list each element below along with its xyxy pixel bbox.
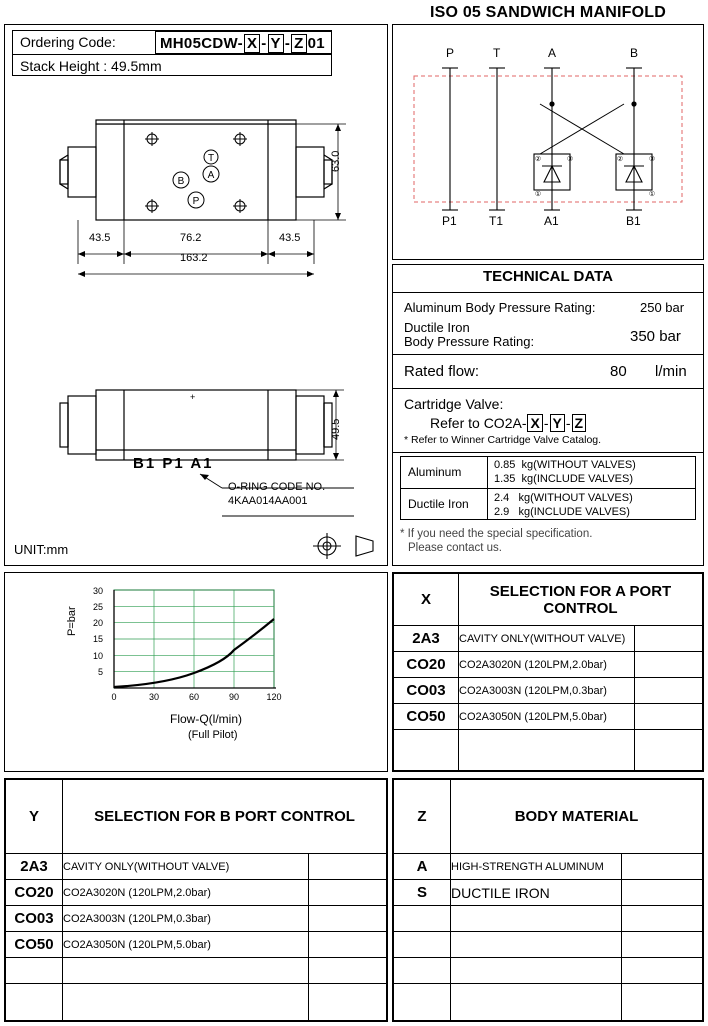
svg-text:A: A	[207, 170, 215, 181]
weight-al-v1: 0.85	[494, 459, 516, 471]
schematic-port-a1: A1	[544, 214, 559, 228]
y-row-code[interactable]	[6, 984, 63, 1021]
z-selection-table	[392, 778, 704, 1022]
divider	[392, 292, 704, 293]
page-title: ISO 05 SANDWICH MANIFOLD	[430, 4, 666, 21]
chart-y-axis-label: P=bar	[66, 606, 78, 636]
port-label-a1: A1	[190, 455, 214, 472]
z-row-desc	[451, 958, 622, 984]
cartridge-var-x: X	[527, 414, 542, 432]
svg-text:25: 25	[92, 602, 103, 612]
schematic-port-b1: B1	[626, 214, 641, 228]
ordering-code-suffix: 01	[307, 35, 325, 52]
ordering-var-x: X	[244, 34, 260, 53]
ordering-code-label: Ordering Code:	[20, 34, 116, 50]
stack-height-label: Stack Height : 49.5mm	[20, 58, 162, 74]
hydraulic-schematic	[392, 24, 704, 260]
ordering-var-z: Z	[291, 34, 306, 53]
svg-text:B: B	[177, 176, 185, 187]
divider	[392, 452, 704, 453]
cartridge-note: * Refer to Winner Cartridge Valve Catalog.	[404, 434, 602, 446]
y-header-title: SELECTION FOR B PORT CONTROL	[63, 780, 387, 854]
port-labels-front	[133, 455, 214, 472]
svg-text:+: +	[190, 392, 196, 402]
port-label-b1: B1	[133, 455, 157, 472]
z-row-extra	[622, 880, 703, 906]
divider	[392, 388, 704, 389]
z-header-code: Z	[394, 780, 451, 854]
z-row-desc: HIGH-STRENGTH ALUMINUM	[451, 854, 622, 880]
schematic-port-p: P	[446, 46, 455, 60]
y-row-code[interactable]: 2A3	[6, 854, 63, 880]
z-row-code[interactable]	[394, 958, 451, 984]
z-row-code[interactable]	[394, 932, 451, 958]
port-label-p1: P1	[162, 455, 185, 472]
divider	[392, 354, 704, 355]
rated-flow-value: 80	[610, 363, 627, 380]
weight-ductile-without	[494, 492, 633, 504]
svg-text:T: T	[207, 153, 215, 164]
aluminum-pressure-value: 250 bar	[640, 300, 685, 315]
schematic-port-b: B	[630, 46, 639, 60]
divider	[487, 456, 488, 520]
svg-text:②: ②	[534, 156, 542, 163]
svg-text:15: 15	[92, 634, 103, 644]
x-row-code[interactable]: CO03	[394, 678, 459, 704]
dim-height-top: 63.0	[330, 150, 342, 172]
aluminum-pressure-label: Aluminum Body Pressure Rating:	[404, 300, 596, 315]
x-row-extra	[635, 652, 703, 678]
y-row-extra	[309, 854, 387, 880]
x-row-extra	[635, 678, 703, 704]
svg-text:20: 20	[92, 618, 103, 628]
cartridge-valve-label: Cartridge Valve:	[404, 396, 504, 412]
weight-material-aluminum: Aluminum	[408, 465, 462, 479]
weight-aluminum-include	[494, 473, 633, 485]
dim-right: 43.5	[279, 232, 301, 244]
x-row-code[interactable]: CO20	[394, 652, 459, 678]
z-row-extra	[622, 958, 703, 984]
svg-text:③: ③	[648, 156, 656, 163]
tech-footnote-1: * If you need the special specification.	[400, 528, 593, 540]
chart-x-axis-label: Flow-Q(l/min)	[170, 712, 242, 726]
svg-text:90: 90	[228, 692, 240, 702]
cartridge-valve-code: Refer to CO2A- X - Y - Z	[430, 414, 587, 432]
y-selection-table	[4, 778, 388, 1022]
y-row-desc	[63, 984, 309, 1021]
weight-material-ductile: Ductile Iron	[408, 497, 469, 511]
ordering-dash-2: -	[284, 35, 291, 52]
oring-note-line2: 4KAA014AA001	[228, 495, 308, 507]
z-header-title: BODY MATERIAL	[451, 780, 703, 854]
z-row-extra	[622, 906, 703, 932]
z-row-code[interactable]	[394, 984, 451, 1021]
x-selection-table	[392, 572, 704, 772]
y-row-extra	[309, 958, 387, 984]
chart-x-axis-sublabel: (Full Pilot)	[188, 729, 238, 741]
y-row-desc: CO2A3003N (120LPM,0.3bar)	[63, 906, 309, 932]
schematic-port-t1: T1	[489, 214, 504, 228]
schematic-port-a: A	[548, 46, 557, 60]
svg-text:③: ③	[566, 156, 574, 163]
dim-left: 43.5	[89, 232, 111, 244]
x-header-title: SELECTION FOR A PORT CONTROL	[459, 574, 703, 626]
weight-di-u2: kg(INCLUDE VALVES)	[518, 506, 630, 518]
x-row-desc: CO2A3050N (120LPM,5.0bar)	[459, 704, 635, 730]
projection-symbol-icon	[310, 530, 380, 562]
svg-text:60: 60	[188, 692, 200, 702]
weight-aluminum-without	[494, 459, 636, 471]
ductile-iron-label-a: Ductile Iron	[404, 320, 470, 335]
weight-al-v2: 1.35	[494, 473, 516, 485]
weight-al-u1: kg(WITHOUT VALVES)	[521, 459, 636, 471]
ordering-code-prefix: MH05CDW-	[160, 35, 243, 52]
rated-flow-label: Rated flow:	[404, 363, 480, 380]
z-row-extra	[622, 984, 703, 1021]
x-row-extra	[635, 626, 703, 652]
x-row-desc: CO2A3003N (120LPM,0.3bar)	[459, 678, 635, 704]
x-row-desc	[459, 730, 635, 771]
z-row-desc	[451, 932, 622, 958]
y-row-desc: CO2A3050N (120LPM,5.0bar)	[63, 932, 309, 958]
z-row-desc	[451, 984, 622, 1021]
svg-text:②: ②	[616, 156, 624, 163]
svg-text:5: 5	[97, 667, 103, 677]
x-row-desc: CAVITY ONLY(WITHOUT VALVE)	[459, 626, 635, 652]
ordering-dash-1: -	[261, 35, 267, 52]
z-row-extra	[622, 854, 703, 880]
weight-al-u2: kg(INCLUDE VALVES)	[521, 473, 634, 485]
svg-text:30: 30	[92, 586, 103, 596]
tech-footnote-2: Please contact us.	[408, 542, 502, 554]
svg-text:10: 10	[92, 651, 103, 661]
y-row-code[interactable]: CO50	[6, 932, 63, 958]
y-row-desc: CAVITY ONLY(WITHOUT VALVE)	[63, 854, 309, 880]
z-row-desc	[451, 906, 622, 932]
oring-note-line1: O-RING CODE NO.	[228, 481, 326, 493]
svg-text:①: ①	[648, 191, 656, 198]
dim-total: 163.2	[180, 252, 208, 264]
y-row-code[interactable]	[6, 958, 63, 984]
x-row-extra	[635, 730, 703, 771]
y-row-desc	[63, 958, 309, 984]
z-row-desc: DUCTILE IRON	[451, 880, 622, 906]
x-row-code[interactable]	[394, 730, 459, 771]
y-row-extra	[309, 984, 387, 1021]
weight-di-v1: 2.4	[494, 492, 510, 504]
svg-text:P: P	[192, 196, 200, 207]
y-row-extra	[309, 880, 387, 906]
svg-text:0: 0	[111, 692, 117, 702]
schematic-port-t: T	[493, 46, 501, 60]
weight-di-u1: kg(WITHOUT VALVES)	[518, 492, 633, 504]
rated-flow-unit: l/min	[655, 363, 687, 380]
dim-middle: 76.2	[180, 232, 202, 244]
cartridge-prefix: Refer to CO2A-	[430, 415, 527, 431]
y-row-desc: CO2A3020N (120LPM,2.0bar)	[63, 880, 309, 906]
z-row-code[interactable]: S	[394, 880, 451, 906]
y-row-code[interactable]: CO20	[6, 880, 63, 906]
z-row-code[interactable]: A	[394, 854, 451, 880]
x-row-code[interactable]: 2A3	[394, 626, 459, 652]
divider	[400, 488, 696, 489]
y-row-code[interactable]: CO03	[6, 906, 63, 932]
svg-text:30: 30	[148, 692, 160, 702]
pressure-flow-chart	[4, 572, 388, 772]
svg-text:①: ①	[534, 191, 542, 198]
ductile-iron-pressure-value: 350 bar	[630, 328, 681, 345]
unit-label: UNIT:mm	[14, 542, 69, 557]
weight-di-v2: 2.9	[494, 506, 510, 518]
y-row-extra	[309, 906, 387, 932]
y-header-code: Y	[6, 780, 63, 854]
z-row-code[interactable]	[394, 906, 451, 932]
schematic-port-p1: P1	[442, 214, 457, 228]
x-row-desc: CO2A3020N (120LPM,2.0bar)	[459, 652, 635, 678]
x-row-extra	[635, 704, 703, 730]
dim-height-side: 49.5	[330, 418, 342, 440]
weight-ductile-include	[494, 506, 630, 518]
ductile-iron-label-b: Body Pressure Rating:	[404, 334, 535, 349]
x-row-code[interactable]: CO50	[394, 704, 459, 730]
svg-text:120: 120	[266, 692, 282, 702]
x-header-code: X	[394, 574, 459, 626]
cartridge-var-y: Y	[550, 414, 565, 432]
z-row-extra	[622, 932, 703, 958]
technical-data-title: TECHNICAL DATA	[483, 268, 613, 285]
y-row-extra	[309, 932, 387, 958]
ordering-var-y: Y	[268, 34, 284, 53]
cartridge-var-z: Z	[572, 414, 587, 432]
